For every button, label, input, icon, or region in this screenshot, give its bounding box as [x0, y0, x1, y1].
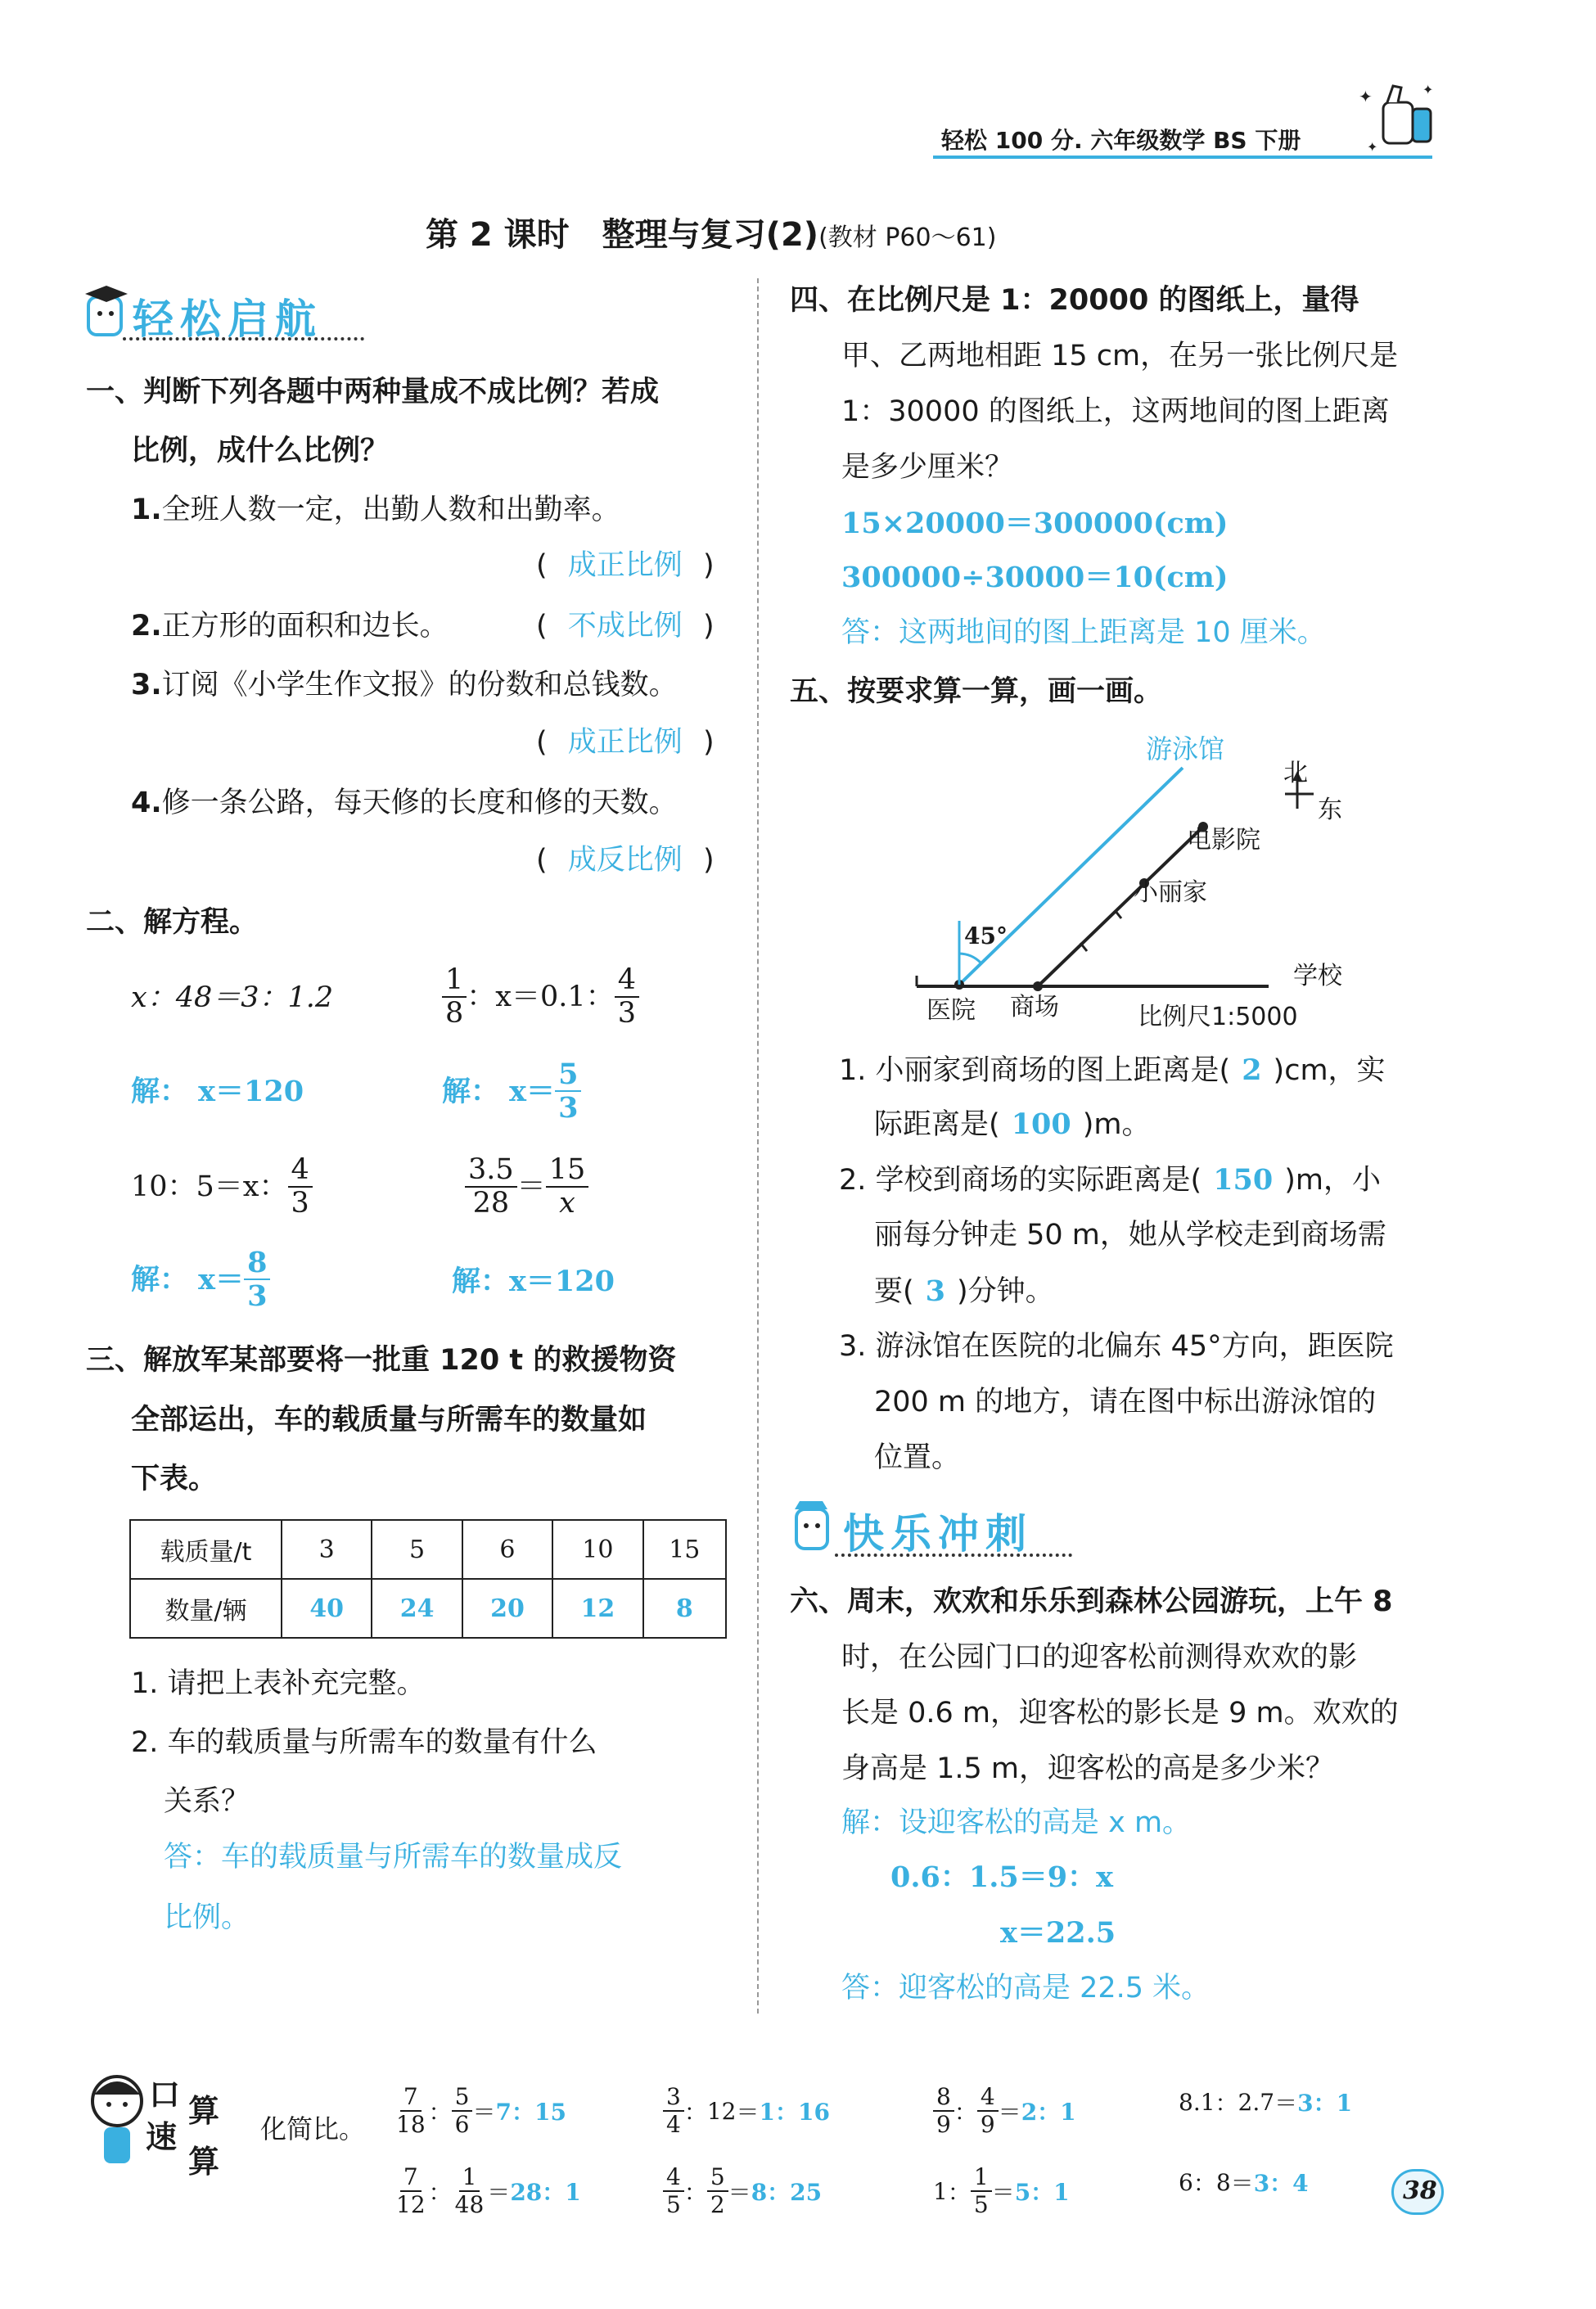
q5-sub2-line2: 丽每分钟走 50 m，她从学校走到商场需 [874, 1219, 1386, 1251]
map-label-hospital: 医院 [926, 996, 976, 1025]
q4-work2: 300000÷30000＝10(cm) [841, 561, 1229, 594]
q1-item-2 [131, 612, 449, 641]
fraction [452, 2083, 473, 2138]
q3-sub2-line1: 2. 车的载质量与所需车的数量有什么 [131, 1726, 597, 1759]
fraction [663, 2083, 684, 2138]
denominator: 3 [291, 1187, 309, 1220]
q6-answer: 答：迎客松的高是 22.5 米。 [841, 1972, 1211, 2005]
fraction [452, 2163, 488, 2218]
fraction [707, 2163, 728, 2218]
map-label-mall: 商场 [1010, 993, 1059, 1021]
q1-item-4 [131, 789, 678, 818]
equals: ＝ [998, 2099, 1021, 2126]
fraction [663, 2163, 684, 2218]
answer-text: 100 [1011, 1107, 1071, 1141]
map-label-north: 北 [1283, 759, 1308, 787]
q6-line1-text: 六、周末，欢欢和乐乐到森林公园游玩，上午 8 [790, 1585, 1393, 1618]
paren: ) [702, 726, 715, 759]
mental-label-suan2: 算 [188, 2144, 220, 2180]
map-label-school: 学校 [1293, 962, 1342, 990]
q4-line2: 甲、乙两地相距 15 cm，在另一张比例尺是 [841, 340, 1399, 372]
thumbs-up-icon [1342, 78, 1440, 160]
equals: ＝ [736, 2099, 760, 2126]
fraction [244, 1246, 270, 1313]
q6-solution-1: 解：设迎客松的高是 x m。 [841, 1806, 1192, 1839]
denominator: 28 [472, 1187, 510, 1220]
mascot-icon [790, 1498, 839, 1555]
column-divider [757, 278, 759, 2014]
q4-line3: 1：30000 的图纸上，这两地间的图上距离 [841, 395, 1390, 428]
number: 8 [1215, 2168, 1231, 2196]
table-row [130, 1520, 726, 1579]
q6-solution-3: x＝22.5 [1000, 1916, 1116, 1950]
q1-item-text: 全班人数一定，出勤人数和出勤率。 [161, 494, 620, 526]
text: 要( [874, 1275, 914, 1308]
denominator: 4 [666, 2111, 681, 2138]
numerator: 8 [933, 2086, 954, 2112]
mental-item [933, 2163, 1070, 2218]
fraction [546, 1153, 589, 1220]
numerator: 1 [442, 966, 467, 998]
table-cell: 6 [462, 1520, 552, 1579]
q1-item-3-answer [536, 728, 715, 757]
text: )分钟。 [957, 1275, 1054, 1308]
text: 2. 学校到商场的实际距离是( [839, 1164, 1202, 1197]
numerator: 3 [663, 2086, 684, 2112]
map-label-swimming-pool: 游泳馆 [1146, 733, 1225, 764]
q1-item-text: 订阅《小学生作文报》的份数和总钱数。 [161, 669, 678, 701]
fraction [933, 2083, 954, 2138]
colon: ： [1215, 2090, 1238, 2117]
colon: ： [428, 2099, 452, 2126]
fraction [615, 963, 639, 1030]
numerator: 7 [400, 2166, 422, 2192]
q2-title: 二、解方程。 [86, 906, 259, 939]
denominator: 3 [558, 1091, 579, 1125]
svg-text:✦: ✦ [1367, 139, 1378, 155]
q2-ans2 [442, 1058, 581, 1125]
q3-line3: 下表。 [131, 1463, 218, 1495]
paren: ( [536, 726, 548, 759]
book-title: 轻松 100 分. 六年级数学 BS 下册 [941, 127, 1301, 154]
fraction [288, 1153, 313, 1220]
mental-answer: 3：1 [1297, 2090, 1353, 2117]
table-cell: 20 [462, 1579, 552, 1638]
text: )m，小 [1284, 1164, 1381, 1197]
q3-answer-line2: 比例。 [164, 1901, 250, 1934]
number: 12 [706, 2097, 737, 2125]
ans-text: 解： x＝ [131, 1262, 245, 1297]
q5-sub2-line3 [874, 1274, 1054, 1308]
q1-item-num: 1. [131, 494, 162, 526]
denominator: 18 [396, 2111, 426, 2138]
eq-text: ：x＝0.1： [467, 980, 615, 1013]
mental-label-su: 速 [146, 2119, 178, 2155]
q1-item-4-answer [536, 846, 715, 875]
table-cell: 24 [372, 1579, 462, 1638]
denominator: 9 [936, 2111, 951, 2138]
denominator: 9 [980, 2111, 995, 2138]
q1-item-1-answer [536, 549, 715, 582]
mental-answer: 28：1 [510, 2179, 581, 2206]
numerator: 5 [555, 1060, 581, 1092]
fraction [393, 2083, 429, 2138]
answer-text: 2 [1242, 1053, 1262, 1087]
q5-sub1-line2 [874, 1107, 1151, 1141]
answer-text: 150 [1213, 1163, 1274, 1197]
q2-ans1: 解： x＝120 [131, 1075, 304, 1108]
mental-item [393, 2083, 566, 2138]
table-header-cell: 载质量/t [130, 1520, 282, 1579]
colon: ： [954, 2099, 977, 2126]
section-title-kuaile: 快乐冲刺 [843, 1510, 1033, 1558]
q1-item-num: 2. [131, 610, 162, 643]
q1-item-2-answer [536, 612, 715, 641]
q3-sub1: 1. 请把上表补充完整。 [131, 1667, 426, 1700]
paren: ) [702, 844, 715, 877]
numerator: 7 [400, 2086, 422, 2112]
eq-text: ＝ [516, 1170, 546, 1203]
mental-instruction: 化简比。 [260, 2113, 366, 2144]
mental-answer: 3：4 [1253, 2170, 1309, 2197]
colon: ： [683, 2179, 707, 2206]
number: 6 [1179, 2168, 1193, 2196]
q4-line1 [790, 286, 1359, 315]
q5-sub3-line2: 200 m 的地方，请在图中标出游泳馆的 [874, 1386, 1377, 1418]
scale-tick [1115, 910, 1121, 918]
q3-answer-line1: 答：车的载质量与所需车的数量成反 [164, 1841, 623, 1874]
ans-text: 解： x＝ [442, 1074, 556, 1108]
page-number: 38 [1403, 2176, 1437, 2205]
table-cell: 15 [643, 1520, 726, 1579]
map-label-xiaoli-home: 小丽家 [1134, 878, 1207, 907]
colon: ： [683, 2099, 707, 2126]
map-label-scale: 比例尺1:5000 [1138, 1003, 1298, 1031]
equals: ＝ [1274, 2090, 1298, 2117]
mental-answer: 2：1 [1021, 2099, 1076, 2126]
denominator: 48 [454, 2191, 485, 2218]
number: 2.7 [1238, 2088, 1275, 2116]
mental-label-kou: 口 [149, 2077, 181, 2113]
q4-answer: 答：这两地间的图上距离是 10 厘米。 [841, 616, 1326, 649]
svg-text:✦: ✦ [1422, 82, 1434, 97]
q2-eq3 [131, 1153, 313, 1220]
fraction [465, 1153, 517, 1220]
q2-eq2 [442, 963, 639, 1030]
denominator: 3 [617, 997, 636, 1030]
text: 1. 小丽家到商场的图上距离是( [839, 1054, 1231, 1087]
numerator: 8 [244, 1248, 270, 1280]
table-cell: 8 [643, 1579, 726, 1638]
q1-prompt-line2: 比例，成什么比例？ [131, 435, 390, 467]
section-title-qingsong: 轻松启航 [133, 295, 322, 343]
text: )m。 [1082, 1108, 1151, 1141]
q6-line2: 时，在公园门口的迎客松前测得欢欢的影 [841, 1641, 1358, 1674]
q3-table [129, 1519, 727, 1639]
equals: ＝ [472, 2099, 496, 2126]
q1-prompt-line1: 一、判断下列各题中两种量成不成比例？若成 [86, 376, 660, 408]
numerator: 4 [288, 1156, 313, 1188]
q3-line1: 三、解放军某部要将一批重 120 t 的救援物资 [86, 1344, 677, 1377]
equals: ＝ [728, 2179, 751, 2206]
kid-mascot-icon [86, 2067, 151, 2181]
map-label-cinema: 电影院 [1187, 826, 1260, 855]
section-title-underline [835, 1554, 1072, 1557]
denominator: x [559, 1187, 575, 1220]
answer-text: 3 [925, 1274, 946, 1308]
fraction [442, 963, 467, 1030]
eq-text: 10：5＝x： [131, 1170, 288, 1203]
q2-ans4: 解：x＝120 [452, 1265, 615, 1298]
q5-sub2-line1 [839, 1163, 1381, 1197]
q1-item-num: 4. [131, 787, 162, 819]
text: 际距离是( [874, 1108, 1000, 1141]
numerator: 4 [663, 2166, 684, 2192]
mental-answer: 5：1 [1014, 2179, 1070, 2206]
text: )cm，实 [1273, 1054, 1386, 1087]
equals: ＝ [1230, 2170, 1254, 2197]
q3-sub2-line2: 关系？ [164, 1785, 250, 1818]
q5-title: 五、按要求算一算，画一画。 [790, 675, 1163, 708]
q3-line2: 全部运出，车的载质量与所需车的数量如 [131, 1404, 647, 1436]
lesson-title [426, 209, 996, 255]
numerator: 1 [459, 2166, 480, 2192]
lesson-title-text: 第 2 课时 整理与复习(2) [426, 216, 819, 254]
table-cell: 5 [372, 1520, 462, 1579]
colon: ： [428, 2179, 452, 2206]
mascot-icon [82, 282, 131, 340]
q4-line4: 是多少厘米？ [841, 451, 1014, 484]
denominator: 3 [247, 1279, 268, 1313]
map-label-angle: 45° [964, 922, 1008, 949]
q4-work1: 15×20000＝300000(cm) [841, 507, 1229, 540]
q4-line1-text: 四、在比例尺是 1：20000 的图纸上，量得 [790, 284, 1359, 317]
numerator: 4 [977, 2086, 999, 2112]
q1-item-text: 修一条公路，每天修的长度和修的天数。 [161, 787, 678, 819]
number: 8.1 [1179, 2088, 1215, 2116]
numerator: 15 [546, 1156, 589, 1188]
svg-text:✦: ✦ [1359, 87, 1373, 106]
answer-text: 不成比例 [567, 610, 683, 643]
numerator: 1 [971, 2166, 992, 2192]
q5-sub3-line3: 位置。 [874, 1441, 961, 1474]
q6-line4: 身高是 1.5 m，迎客松的高是多少米？ [841, 1752, 1335, 1785]
table-row [130, 1579, 726, 1638]
mental-item [1179, 2166, 1309, 2199]
answer-text: 成正比例 [567, 549, 683, 582]
map-label-east: 东 [1318, 796, 1342, 824]
q5-sub3-line1: 3. 游泳馆在医院的北偏东 45°方向，距医院 [839, 1330, 1394, 1363]
denominator: 2 [710, 2191, 725, 2218]
q2-eq1: x：48＝3：1.2 [131, 981, 334, 1014]
section-title-underline [123, 337, 364, 340]
mental-item [933, 2083, 1076, 2138]
q6-line1 [790, 1585, 1393, 1618]
numerator: 5 [707, 2166, 728, 2192]
mental-label-suan: 算 [188, 2093, 220, 2129]
q5-sub1-line1 [839, 1053, 1386, 1087]
denominator: 5 [666, 2191, 681, 2218]
fraction [555, 1058, 581, 1125]
q1-item-text: 正方形的面积和边长。 [161, 610, 449, 643]
mental-item [1179, 2086, 1352, 2118]
q6-line3: 长是 0.6 m，迎客松的影长是 9 m。欢欢的 [841, 1697, 1399, 1729]
equals: ＝ [991, 2179, 1015, 2206]
mental-item [663, 2083, 830, 2138]
table-cell: 40 [282, 1579, 372, 1638]
answer-text: 成反比例 [567, 844, 683, 877]
q2-ans3 [131, 1246, 270, 1313]
table-header-cell: 数量/辆 [130, 1579, 282, 1638]
colon: ： [1192, 2170, 1216, 2197]
numerator: 3.5 [465, 1156, 517, 1188]
q2-eq4 [465, 1153, 588, 1220]
table-cell: 3 [282, 1520, 372, 1579]
mall-point [1033, 981, 1043, 991]
fraction [393, 2163, 429, 2218]
angle-arc [959, 954, 981, 963]
q6-solution-2: 0.6：1.5＝9：x [890, 1860, 1114, 1894]
denominator: 5 [973, 2191, 989, 2218]
numerator: 5 [452, 2086, 473, 2112]
paren: ( [536, 549, 548, 582]
mental-item [393, 2163, 581, 2218]
table-cell: 10 [552, 1520, 642, 1579]
mental-answer: 8：25 [751, 2179, 823, 2206]
numerator: 4 [615, 966, 639, 998]
paren: ( [536, 610, 548, 643]
number: 1 [933, 2177, 948, 2205]
fraction [971, 2163, 992, 2218]
lesson-pages: (教材 P60～61) [818, 223, 997, 252]
fraction [977, 2083, 999, 2138]
denominator: 8 [445, 997, 464, 1030]
q1-item-3 [131, 671, 678, 700]
table-cell: 12 [552, 1579, 642, 1638]
equals: ＝ [487, 2179, 511, 2206]
denominator: 12 [396, 2191, 426, 2218]
mental-answer: 7：15 [495, 2099, 566, 2126]
paren: ) [702, 549, 715, 582]
colon: ： [947, 2179, 971, 2206]
paren: ) [702, 610, 715, 643]
q1-item-1 [131, 496, 620, 525]
denominator: 6 [454, 2111, 470, 2138]
q1-item-num: 3. [131, 669, 162, 701]
mental-answer: 1：16 [759, 2099, 830, 2126]
paren: ( [536, 844, 548, 877]
mental-item [663, 2163, 823, 2218]
answer-text: 成正比例 [567, 726, 683, 759]
